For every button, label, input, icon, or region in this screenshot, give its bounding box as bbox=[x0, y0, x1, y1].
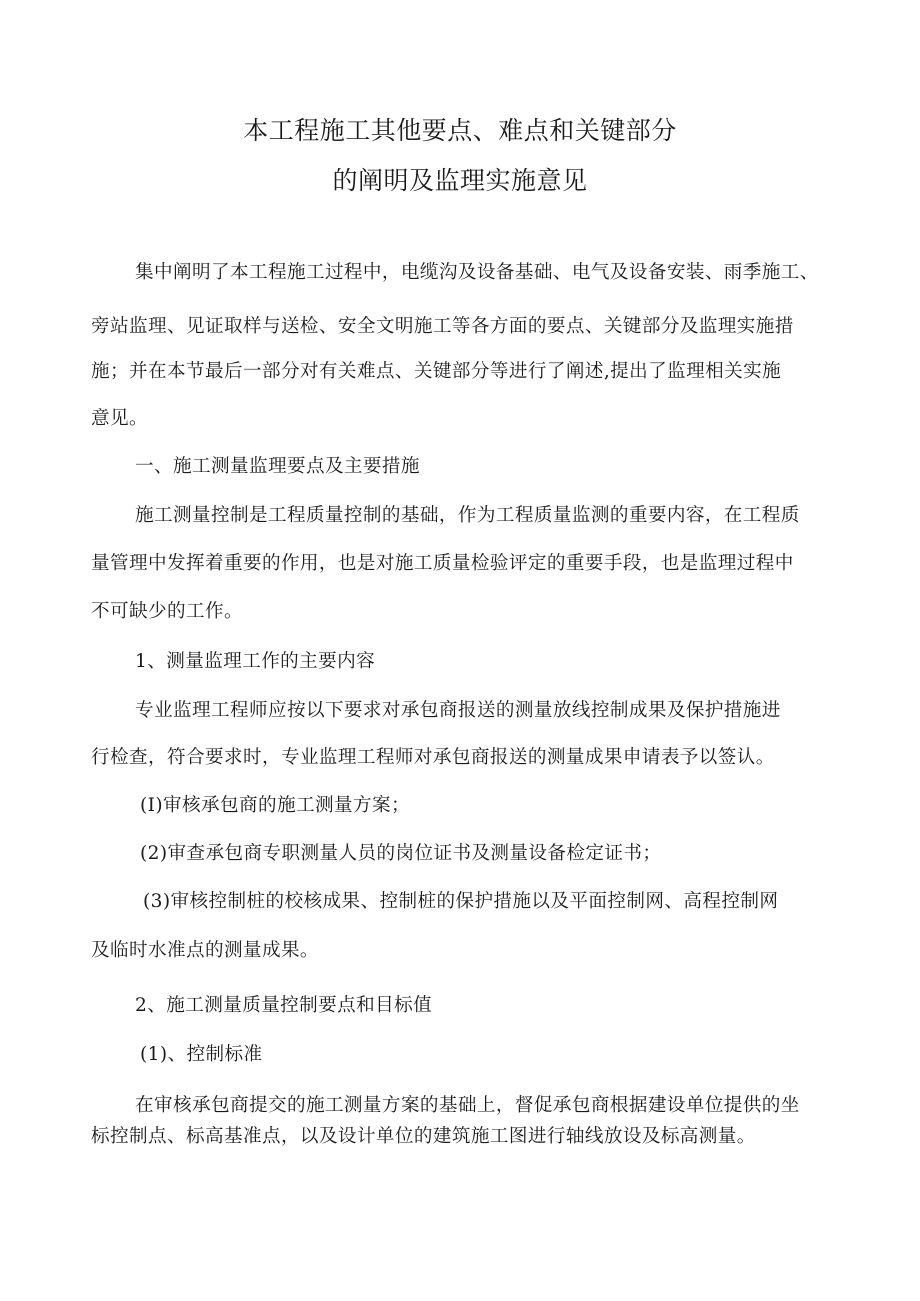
list-item-continuation: 及临时水准点的测量成果。 bbox=[91, 940, 319, 961]
document-title-line-1: 本工程施工其他要点、难点和关键部分 bbox=[243, 116, 677, 145]
document-title-line-2: 的阐明及监理实施意见 bbox=[332, 166, 588, 195]
paragraph-line: 在审核承包商提交的施工测量方案的基础上，督促承包商根据建设单位提供的坐 bbox=[135, 1095, 800, 1116]
paragraph-line: 专业监理工程师应按以下要求对承包商报送的测量放线控制成果及保护措施进 bbox=[135, 700, 781, 721]
sub-subsection-heading: (1)、控制标准 bbox=[140, 1044, 263, 1065]
paragraph-line: 标控制点、标高基准点，以及设计单位的建筑施工图进行轴线放设及标高测量。 bbox=[91, 1126, 756, 1147]
paragraph-line: 施；并在本节最后一部分对有关难点、关键部分等进行了阐述,提出了监理相关实施 bbox=[91, 361, 782, 382]
paragraph-line: 集中阐明了本工程施工过程中，电缆沟及设备基础、电气及设备安装、雨季施工、 bbox=[135, 262, 819, 283]
section-heading: 一、施工测量监理要点及主要措施 bbox=[135, 456, 420, 477]
paragraph-line: 旁站监理、见证取样与送检、安全文明施工等各方面的要点、关键部分及监理实施措 bbox=[91, 316, 794, 337]
paragraph-line: 量管理中发挥着重要的作用，也是对施工质量检验评定的重要手段，也是监理过程中 bbox=[91, 553, 794, 574]
subsection-heading: 2、施工测量质量控制要点和目标值 bbox=[135, 995, 433, 1016]
paragraph-line: 不可缺少的工作。 bbox=[91, 601, 243, 622]
paragraph-line: 意见。 bbox=[91, 408, 148, 429]
subsection-heading: 1、测量监理工作的主要内容 bbox=[135, 651, 376, 672]
list-item: (3)审核控制桩的校核成果、控制桩的保护措施以及平面控制网、高程控制网 bbox=[143, 891, 779, 912]
paragraph-line: 施工测量控制是工程质量控制的基础，作为工程质量监测的重要内容，在工程质 bbox=[135, 505, 800, 526]
list-item: (2)审查承包商专职测量人员的岗位证书及测量设备检定证书； bbox=[140, 843, 662, 864]
paragraph-line: 行检查，符合要求时，专业监理工程师对承包商报送的测量成果申请表予以签认。 bbox=[91, 747, 775, 768]
list-item: (I)审核承包商的施工测量方案； bbox=[140, 795, 410, 816]
